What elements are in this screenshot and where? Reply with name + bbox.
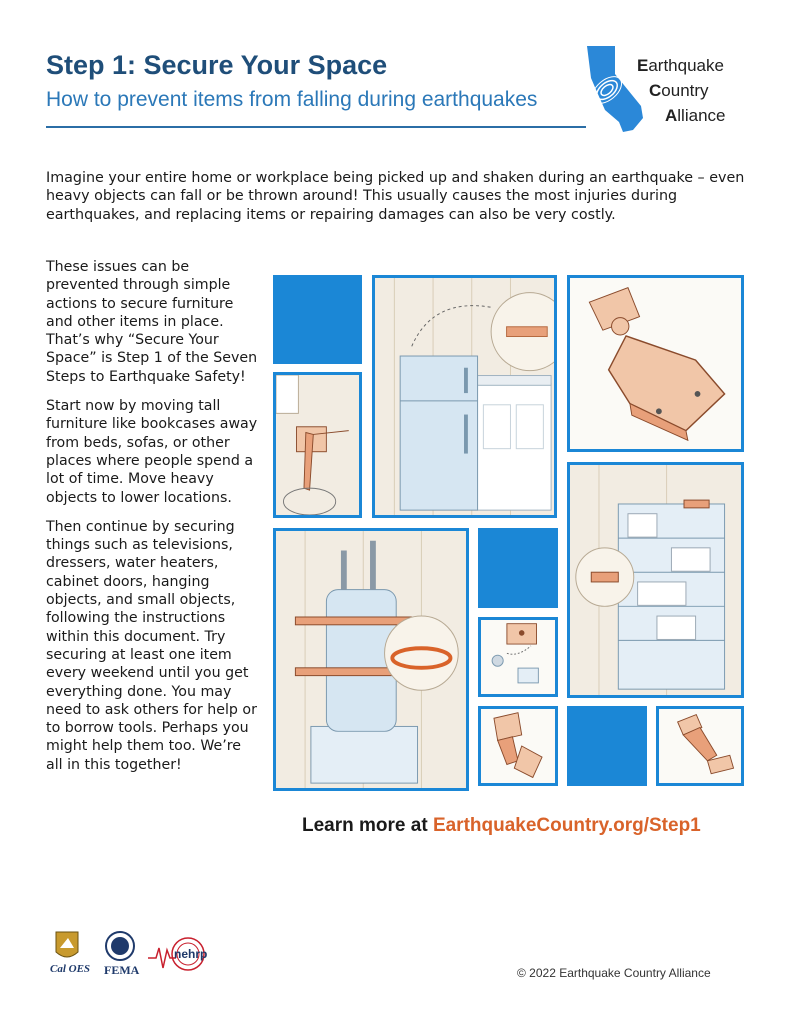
earthquake-country-alliance-logo (583, 44, 753, 134)
learn-more-link[interactable]: EarthquakeCountry.org/Step1 (432, 815, 701, 836)
partner-logos (48, 928, 238, 984)
nehrp-logo (148, 938, 207, 970)
cabinet-latch-illustration (567, 275, 744, 452)
learn-more-text (302, 815, 701, 837)
bracket-illustration (656, 706, 744, 786)
title-divider (46, 126, 586, 128)
nehrp-text: nehrp (174, 947, 208, 961)
hanging-object-illustration (273, 372, 362, 518)
small-objects-illustration (478, 617, 558, 697)
fema-text: FEMA (104, 963, 140, 977)
decorative-blue-square (273, 275, 362, 364)
body-paragraph-3: Then continue by securing things such as televisions, dressers, water heaters, cabinet doors, hanging objects, and small objects, following the instructions within this document. Try securing at least one item every weekend until you get everything done. You may need to ask others for help or to borrow tools. Perhaps you might help them too. We’re all in this together! (46, 518, 257, 773)
logo-initial-a: A (665, 106, 678, 125)
intro-paragraph: Imagine your entire home or workplace being picked up and shaken during an earthquake – even heavy objects can fall or be thrown around! This usually causes the most injuries during earthquakes, and replacing items or repairing damages can also be very costly. (46, 170, 745, 223)
logo-word-country: ountry (661, 81, 709, 100)
page-subtitle: How to prevent items from falling during earthquakes (46, 88, 538, 111)
body-paragraph-1: These issues can be prevented through simple actions to secure furniture and other items in place. That’s why “Secure Your Space” is Step 1 of the Seven Steps to Earthquake Safety! (46, 259, 258, 385)
copyright-notice: © 2022 Earthquake Country Alliance (517, 966, 711, 980)
cal-oes-text: Cal OES (50, 963, 91, 975)
learn-more-prefix: Learn more at (302, 815, 433, 836)
body-paragraph-2: Start now by moving tall furniture like bookcases away from beds, sofas, or other places where people spend a lot of time. Move heavy objects to lower locations. (46, 398, 258, 506)
decorative-blue-square (567, 706, 647, 786)
cal-oes-logo (50, 932, 90, 975)
body-column (46, 258, 262, 785)
water-heater-illustration (273, 528, 469, 791)
page-title: Step 1: Secure Your Space (46, 50, 388, 80)
logo-word-alliance: lliance (677, 106, 726, 125)
dresser-latch-illustration (478, 706, 558, 786)
logo-initial-c: C (649, 81, 662, 100)
refrigerator-illustration (372, 275, 557, 518)
bookcase-illustration (567, 462, 744, 698)
fema-logo (104, 932, 140, 977)
logo-initial-e: E (637, 56, 649, 75)
decorative-blue-square (478, 528, 558, 608)
logo-word-earthquake: arthquake (648, 56, 724, 75)
